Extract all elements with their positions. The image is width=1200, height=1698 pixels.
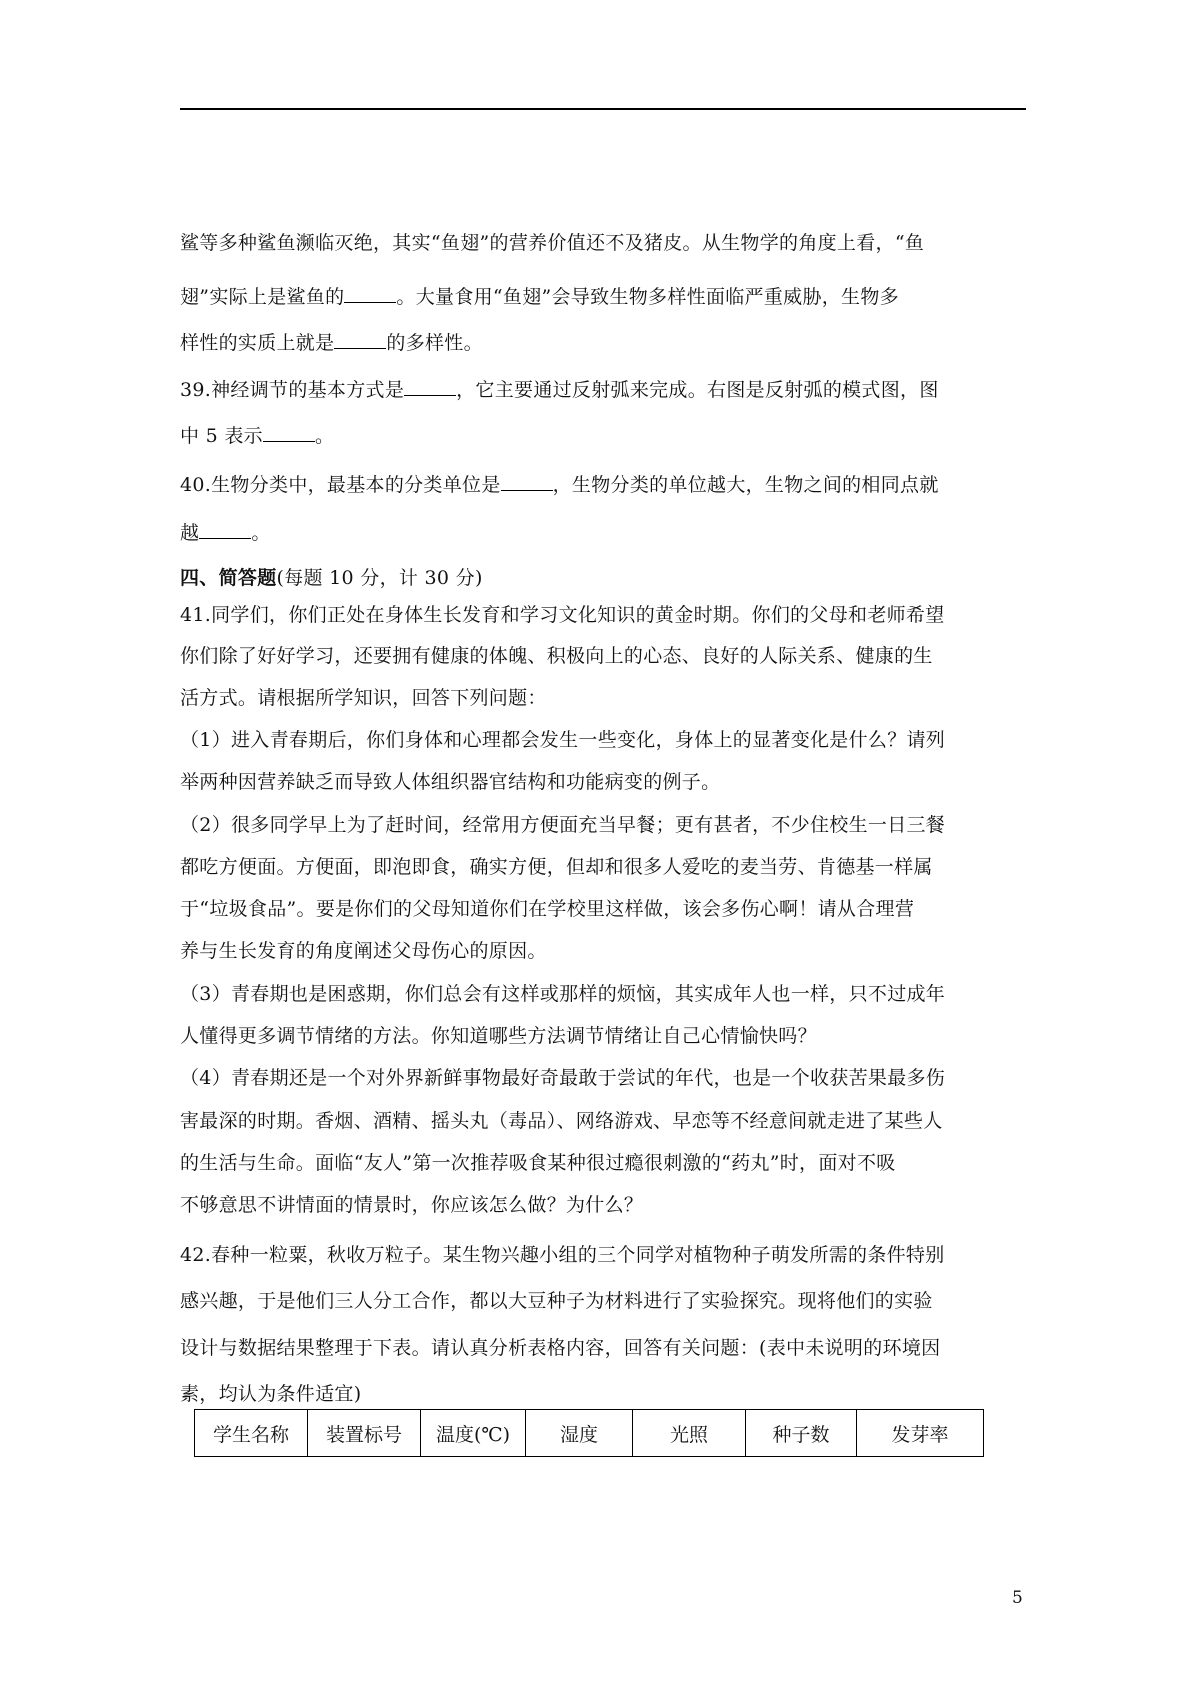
question-41-part-2-line-3: 于“垃圾食品”。要是你们的父母知道你们在学校里这样做，该会多伤心啊！请从合理营 bbox=[180, 898, 915, 920]
question-41-line-2: 你们除了好好学习，还要拥有健康的体魄、积极向上的心态、良好的人际关系、健康的生 bbox=[180, 645, 933, 667]
question-42-line-4: 素，均认为条件适宜) bbox=[180, 1383, 362, 1405]
question-41-line-3: 活方式。请根据所学知识，回答下列问题： bbox=[180, 687, 547, 709]
question-40-line-2: 越 。 bbox=[180, 522, 271, 544]
question-42-line-3: 设计与数据结果整理于下表。请认真分析表格内容，回答有关问题：(表中未说明的环境因 bbox=[180, 1337, 941, 1359]
question-42-line-2: 感兴趣，于是他们三人分工合作，都以大豆种子为材料进行了实验探究。现将他们的实验 bbox=[180, 1290, 933, 1312]
answer-blank[interactable] bbox=[199, 522, 251, 539]
question-41-part-2-line-2: 都吃方便面。方便面，即泡即食，确实方便，但却和很多人爱吃的麦当劳、肯德基一样属 bbox=[180, 856, 933, 878]
question-41-part-4-line-3: 的生活与生命。面临“友人”第一次推荐吸食某种很过瘾很刺激的“药丸”时，面对不吸 bbox=[180, 1152, 896, 1174]
question-41-part-2-line-4: 养与生长发育的角度阐述父母伤心的原因。 bbox=[180, 940, 547, 962]
question-41-part-4-line-2: 害最深的时期。香烟、酒精、摇头丸（毒品）、网络游戏、早恋等不经意间就走进了某些人 bbox=[180, 1110, 943, 1132]
table-header-cell: 湿度 bbox=[526, 1410, 633, 1457]
question-41-part-3-line-2: 人懂得更多调节情绪的方法。你知道哪些方法调节情绪让自己心情愉快吗？ bbox=[180, 1025, 817, 1047]
text-line-1: 鲨等多种鲨鱼濒临灭绝，其实“鱼翅”的营养价值还不及猪皮。从生物学的角度上看，“鱼 bbox=[180, 232, 925, 254]
answer-blank[interactable] bbox=[263, 425, 315, 442]
experiment-table bbox=[194, 1409, 984, 1457]
question-40-line-1: 40.生物分类中，最基本的分类单位是 ，生物分类的单位越大，生物之间的相同点就 bbox=[180, 474, 939, 496]
text-line-3: 样性的实质上就是 的多样性。 bbox=[180, 332, 483, 354]
header-rule bbox=[180, 108, 1026, 110]
text-line-2: 翅”实际上是鲨鱼的 。大量食用“鱼翅”会导致生物多样性面临严重威胁，生物多 bbox=[180, 286, 899, 308]
answer-blank[interactable] bbox=[334, 332, 386, 349]
question-41-part-4-line-1: （4）青春期还是一个对外界新鲜事物最好奇最敢于尝试的年代，也是一个收获苦果最多伤 bbox=[180, 1067, 946, 1089]
table-header-cell: 学生名称 bbox=[195, 1410, 308, 1457]
question-39-line-2: 中 5 表示 。 bbox=[180, 425, 335, 447]
table-header-row bbox=[195, 1410, 984, 1457]
answer-blank[interactable] bbox=[404, 379, 456, 396]
question-41-part-1-line-1: （1）进入青春期后，你们身体和心理都会发生一些变化，身体上的显著变化是什么？请列 bbox=[180, 729, 946, 751]
question-41-part-4-line-4: 不够意思不讲情面的情景时，你应该怎么做？为什么？ bbox=[180, 1194, 644, 1216]
table-header-cell: 装置标号 bbox=[308, 1410, 421, 1457]
question-41-part-2-line-1: （2）很多同学早上为了赶时间，经常用方便面充当早餐；更有甚者，不少住校生一日三餐 bbox=[180, 814, 946, 836]
page-number: 5 bbox=[1012, 1588, 1023, 1608]
answer-blank[interactable] bbox=[501, 474, 553, 491]
section-heading: 四、简答题(每题 10 分，计 30 分) bbox=[180, 567, 483, 589]
answer-blank[interactable] bbox=[344, 286, 396, 303]
question-39-line-1: 39.神经调节的基本方式是 ，它主要通过反射弧来完成。右图是反射弧的模式图，图 bbox=[180, 379, 939, 401]
table-header-cell: 光照 bbox=[633, 1410, 746, 1457]
question-41-line-1: 41.同学们，你们正处在身体生长发育和学习文化知识的黄金时期。你们的父母和老师希望 bbox=[180, 604, 945, 626]
table-header-cell: 发芽率 bbox=[857, 1410, 984, 1457]
question-41-part-1-line-2: 举两种因营养缺乏而导致人体组织器官结构和功能病变的例子。 bbox=[180, 771, 721, 793]
table-header-cell: 温度(℃) bbox=[421, 1410, 526, 1457]
table-header-cell: 种子数 bbox=[746, 1410, 857, 1457]
question-42-line-1: 42.春种一粒粟，秋收万粒子。某生物兴趣小组的三个同学对植物种子萌发所需的条件特别 bbox=[180, 1244, 945, 1266]
question-41-part-3-line-1: （3）青春期也是困惑期，你们总会有这样或那样的烦恼，其实成年人也一样，只不过成年 bbox=[180, 983, 946, 1005]
